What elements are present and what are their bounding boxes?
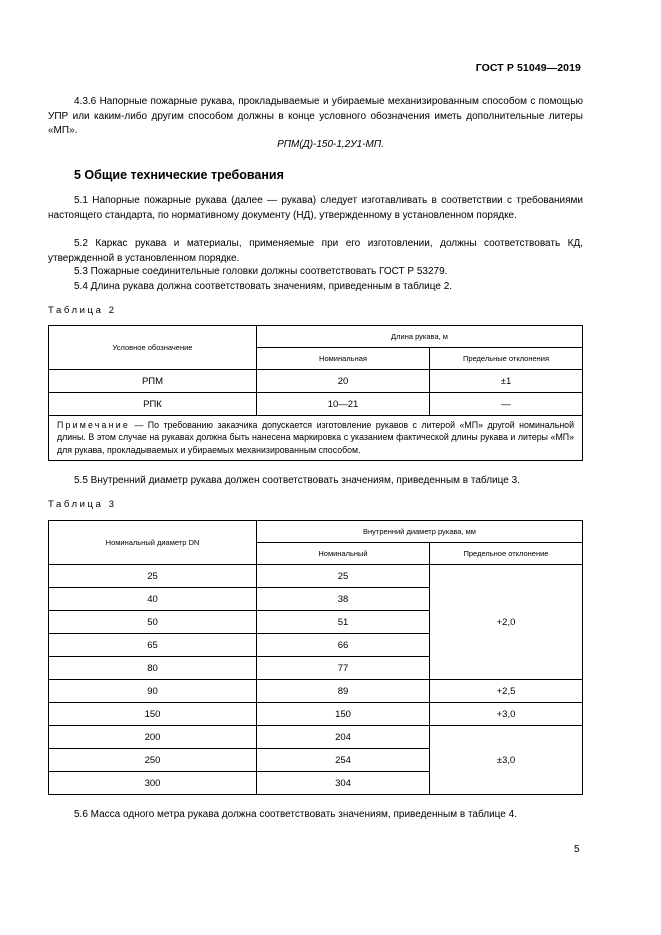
table-cell: 10—21	[257, 393, 430, 416]
table-cell: 200	[49, 726, 257, 749]
paragraph-5-5: 5.5 Внутренний диаметр рукава должен соответствовать значениям, приведенным в таблице 3.	[74, 475, 520, 486]
table-cell: 204	[257, 726, 430, 749]
table-cell: 300	[49, 772, 257, 795]
table-2	[48, 325, 583, 461]
table-2-header-length: Длина рукава, м	[257, 326, 583, 348]
table-3-header-diameter: Внутренний диаметр рукава, мм	[257, 521, 583, 543]
table-3-header-nominal: Номинальный	[257, 543, 430, 565]
table-cell: РПМ	[49, 370, 257, 393]
table-row	[49, 680, 583, 703]
table-cell: 65	[49, 634, 257, 657]
note-label: Примечание	[57, 420, 130, 430]
table-cell: 304	[257, 772, 430, 795]
table-cell: 150	[49, 703, 257, 726]
table-cell: 250	[49, 749, 257, 772]
table-cell: 50	[49, 611, 257, 634]
table-row	[49, 370, 583, 393]
table-cell-tolerance: +2,5	[430, 680, 583, 703]
table-cell: 40	[49, 588, 257, 611]
table-3-header-dn: Номинальный диаметр DN	[49, 521, 257, 565]
table-row	[49, 703, 583, 726]
table-3-header-tolerance: Предельное отклонение	[430, 543, 583, 565]
section-5-heading: 5 Общие технические требования	[74, 168, 284, 182]
table-3-caption: Таблица 3	[48, 499, 117, 510]
table-2-header-nominal: Номинальная	[257, 348, 430, 370]
table-2-header-designation: Условное обозначение	[49, 326, 257, 370]
table-cell: 66	[257, 634, 430, 657]
table-cell: 20	[257, 370, 430, 393]
table-cell: 25	[257, 565, 430, 588]
table-cell: 150	[257, 703, 430, 726]
table-2-note	[49, 416, 583, 461]
document-code: ГОСТ Р 51049—2019	[475, 62, 581, 74]
table-2-caption: Таблица 2	[48, 305, 117, 316]
paragraph-5-6: 5.6 Масса одного метра рукава должна соответствовать значениям, приведенным в таблице 4.	[74, 809, 517, 820]
designation-formula: РПМ(Д)-150-1,2У1-МП.	[277, 139, 384, 150]
table-3	[48, 520, 583, 795]
table-cell: 25	[49, 565, 257, 588]
paragraph-5-1: 5.1 Напорные пожарные рукава (далее — рукава) следует изготавливать в соответствии с требованиями настоящего стандарта, по нормативному документу (НД), утвержденному в установленном порядке.	[48, 195, 583, 221]
note-text: — По требованию заказчика допускается изготовление рукавов с литерой «МП» другой номинальной длины. В этом случае на рукавах должна быть нанесена маркировка с указанием фактической длины рукава и литеры «МП» для рукава, прокладываемых и убираемых механизированным способом.	[57, 420, 574, 455]
table-cell: 51	[257, 611, 430, 634]
table-row	[49, 565, 583, 588]
table-cell: ±1	[430, 370, 583, 393]
table-cell: 89	[257, 680, 430, 703]
table-row	[49, 726, 583, 749]
table-2-header-tolerance: Предельные отклонения	[430, 348, 583, 370]
table-cell: 90	[49, 680, 257, 703]
paragraph-5-3: 5.3 Пожарные соединительные головки должны соответствовать ГОСТ Р 53279.	[74, 266, 448, 277]
table-cell-tolerance: ±3,0	[430, 726, 583, 795]
paragraph-4-3-6: 4.3.6 Напорные пожарные рукава, прокладываемые и убираемые механизированным способом с помощью УПР или каким-либо другим способом должны в конце условного обозначения иметь дополнительные литеры «МП».	[48, 96, 583, 137]
table-cell: 38	[257, 588, 430, 611]
table-cell: 80	[49, 657, 257, 680]
table-cell: 254	[257, 749, 430, 772]
table-cell: РПК	[49, 393, 257, 416]
page-number: 5	[574, 844, 580, 855]
table-cell-tolerance: +2,0	[430, 565, 583, 680]
table-cell: —	[430, 393, 583, 416]
table-row	[49, 393, 583, 416]
table-cell: 77	[257, 657, 430, 680]
paragraph-5-4: 5.4 Длина рукава должна соответствовать значениям, приведенным в таблице 2.	[74, 281, 453, 292]
table-cell-tolerance: +3,0	[430, 703, 583, 726]
paragraph-5-2: 5.2 Каркас рукава и материалы, применяемые при его изготовлении, должны соответствовать КД, утвержденной в установленном порядке.	[48, 238, 583, 264]
